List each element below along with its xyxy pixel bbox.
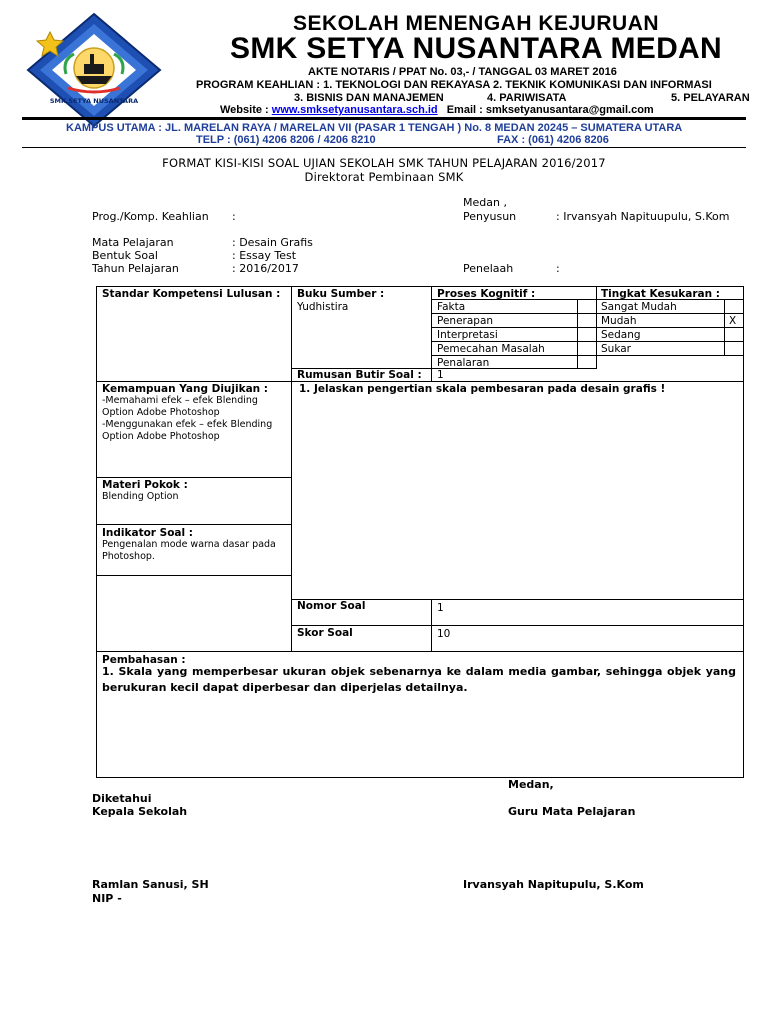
meta-medan: Medan , [463, 196, 507, 209]
indikator-value: Pengenalan mode warna dasar pada Photoshop. [102, 539, 276, 562]
indikator-label: Indikator Soal : [102, 527, 193, 539]
campus-fax: FAX : (061) 4206 8206 [497, 134, 609, 146]
skor-soal-label: Skor Soal [297, 627, 353, 639]
meta-tahun-value: : 2016/2017 [232, 262, 299, 275]
sig-guru-mapel: Guru Mata Pelajaran [508, 805, 636, 818]
meta-bentuk-value: : Essay Test [232, 249, 297, 262]
skl-label: Standar Kompetensi Lulusan : [102, 288, 281, 300]
website-link[interactable]: www.smksetyanusantara.sch.id [271, 104, 438, 116]
proses-item-pemecahan: Pemecahan Masalah [437, 343, 545, 355]
table-vline [291, 286, 292, 652]
sig-nip: NIP - [92, 892, 122, 905]
svg-text:SMK SETYA NUSANTARA: SMK SETYA NUSANTARA [49, 97, 139, 105]
rumusan-butir-value: 1 [437, 369, 444, 381]
tingkat-kesukaran-label: Tingkat Kesukaran : [601, 288, 720, 300]
program-line-1: PROGRAM KEAHLIAN : 1. TEKNOLOGI DAN REKAYASA 2. TEKNIK KOMUNIKASI DAN INFORMASI [196, 79, 712, 91]
proses-item-penalaran: Penalaran [437, 357, 490, 369]
header-rule-thin [22, 147, 746, 148]
table-hline [96, 524, 291, 525]
meta-mapel-label: Mata Pelajaran [92, 236, 174, 249]
meta-bentuk-label: Bentuk Soal [92, 249, 158, 262]
meta-mapel-value: : Desain Grafis [232, 236, 313, 249]
meta-penyusun-value: : Irvansyah Napituupulu, S.Kom [556, 210, 730, 223]
proses-kognitif-label: Proses Kognitif : [437, 288, 536, 300]
sig-diketahui: Diketahui [92, 792, 152, 805]
school-name: SMK SETYA NUSANTARA MEDAN [230, 32, 722, 65]
meta-tahun-label: Tahun Pelajaran [92, 262, 179, 275]
buku-sumber-value: Yudhistira [297, 301, 349, 313]
table-hline [96, 575, 291, 576]
program-line-2b: 4. PARIWISATA [487, 92, 567, 104]
program-line-2c: 5. PELAYARAN [671, 92, 750, 104]
contact-line [220, 104, 654, 116]
table-hline [431, 313, 744, 314]
tingkat-item-sedang: Sedang [601, 329, 641, 341]
program-line-2a: 3. BISNIS DAN MANAJEMEN [294, 92, 444, 104]
proses-item-fakta: Fakta [437, 301, 466, 313]
table-hline [96, 651, 744, 652]
meta-penelaah-label: Penelaah [463, 262, 514, 275]
materi-pokok-label: Materi Pokok : [102, 479, 188, 491]
kemampuan-label: Kemampuan Yang Diujikan : [102, 383, 269, 395]
header-rule [22, 117, 746, 120]
campus-telp: TELP : (061) 4206 8206 / 4206 8210 [196, 134, 376, 146]
sig-kepala-sekolah: Kepala Sekolah [92, 805, 188, 818]
sig-kepala-name: Ramlan Sanusi, SH [92, 878, 209, 891]
skor-soal-value: 10 [437, 628, 451, 640]
sig-guru-name: Irvansyah Napitupulu, S.Kom [463, 878, 644, 891]
table-hline [291, 625, 744, 626]
school-type: SEKOLAH MENENGAH KEJURUAN [292, 12, 660, 35]
website-label: Website : [220, 104, 272, 116]
materi-pokok-value: Blending Option [102, 491, 179, 502]
proses-item-interpretasi: Interpretasi [437, 329, 498, 341]
document-title: FORMAT KISI-KISI SOAL UJIAN SEKOLAH SMK TAHUN PELAJARAN 2016/2017 [162, 156, 606, 170]
table-vline [577, 300, 578, 369]
pembahasan-value: 1. Skala yang memperbesar ukuran objek sebenarnya ke dalam media gambar, sehingga objek yang berukuran kecil dapat diperbesar dan diperjelas detailnya. [102, 665, 736, 694]
tingkat-item-mudah: Mudah [601, 315, 637, 327]
meta-prog-label: Prog./Komp. Keahlian [92, 210, 209, 223]
sig-medan: Medan, [508, 778, 554, 791]
question-text: 1. Jelaskan pengertian skala pembesaran pada desain grafis ! [299, 383, 666, 395]
pembahasan-label: Pembahasan : [102, 654, 186, 666]
kisi-table [96, 286, 744, 778]
tingkat-item-sangat-mudah: Sangat Mudah [601, 301, 677, 313]
kemampuan-value: -Memahami efek – efek Blending Option Adobe Photoshop -Menggunakan efek – efek Blending Option Adobe Photoshop [102, 395, 273, 442]
proses-item-penerapan: Penerapan [437, 315, 494, 327]
buku-sumber-label: Buku Sumber : [297, 288, 385, 300]
nomor-soal-value: 1 [437, 602, 444, 614]
meta-prog-value: : [232, 210, 236, 223]
meta-penelaah-value: : [556, 262, 560, 275]
meta-penyusun-label: Penyusun [463, 210, 517, 223]
table-hline [96, 477, 291, 478]
email-text: Email : smksetyanusantara@gmail.com [446, 104, 654, 116]
campus-address: KAMPUS UTAMA : JL. MARELAN RAYA / MARELAN VII (PASAR 1 TENGAH ) No. 8 MEDAN 20245 – SUMATERA UTARA [66, 122, 683, 134]
akte-line: AKTE NOTARIS / PPAT No. 03,- / TANGGAL 03 MARET 2016 [308, 66, 617, 78]
school-logo [24, 10, 164, 130]
tingkat-item-sukar: Sukar [601, 343, 631, 355]
tingkat-check-mark: X [729, 315, 737, 327]
nomor-soal-label: Nomor Soal [297, 600, 366, 612]
rumusan-butir-label: Rumusan Butir Soal : [297, 369, 422, 381]
document-subtitle: Direktorat Pembinaan SMK [304, 170, 464, 184]
